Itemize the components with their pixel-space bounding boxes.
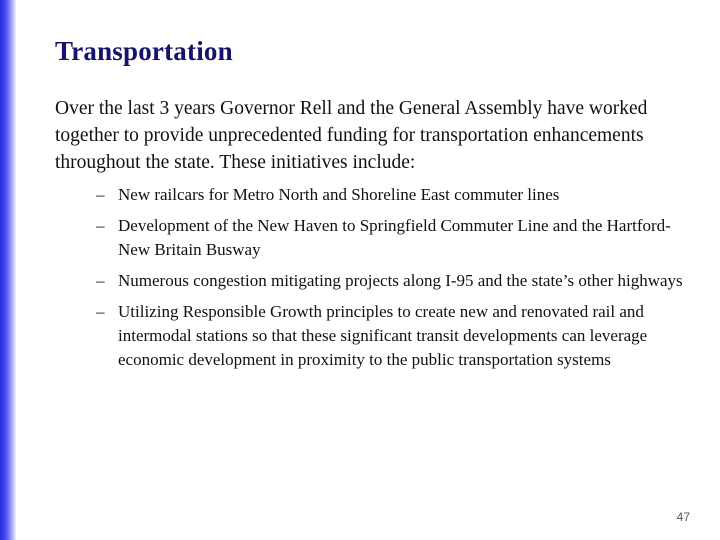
- dash-bullet-icon: –: [96, 302, 105, 321]
- dash-bullet-icon: –: [96, 216, 105, 235]
- slide-title: Transportation: [55, 36, 233, 66]
- intro-paragraph: Over the last 3 years Governor Rell and the General Assembly have worked together to provide unprecedented funding for transportation enhancements throughout the state. These initiatives include:: [55, 98, 648, 173]
- list-item-text: Numerous congestion mitigating projects along I-95 and the state’s other highways: [118, 271, 683, 290]
- list-item: [96, 300, 696, 372]
- list-item-text: Development of the New Haven to Springfield Commuter Line and the Hartford-New Britain Busway: [118, 216, 671, 259]
- dash-bullet-icon: –: [96, 271, 105, 290]
- list-item: [96, 183, 696, 207]
- page-number: 47: [676, 510, 690, 524]
- initiatives-list: [96, 183, 696, 372]
- list-item: [96, 214, 696, 262]
- dash-bullet-icon: –: [96, 185, 105, 204]
- list-item-text: New railcars for Metro North and Shoreline East commuter lines: [118, 185, 560, 204]
- side-accent-bar: [0, 0, 16, 540]
- list-item-text: Utilizing Responsible Growth principles to create new and renovated rail and intermodal stations so that these significant transit developments can leverage economic development in proximity to the public transportation systems: [118, 302, 648, 369]
- list-item: [96, 269, 696, 293]
